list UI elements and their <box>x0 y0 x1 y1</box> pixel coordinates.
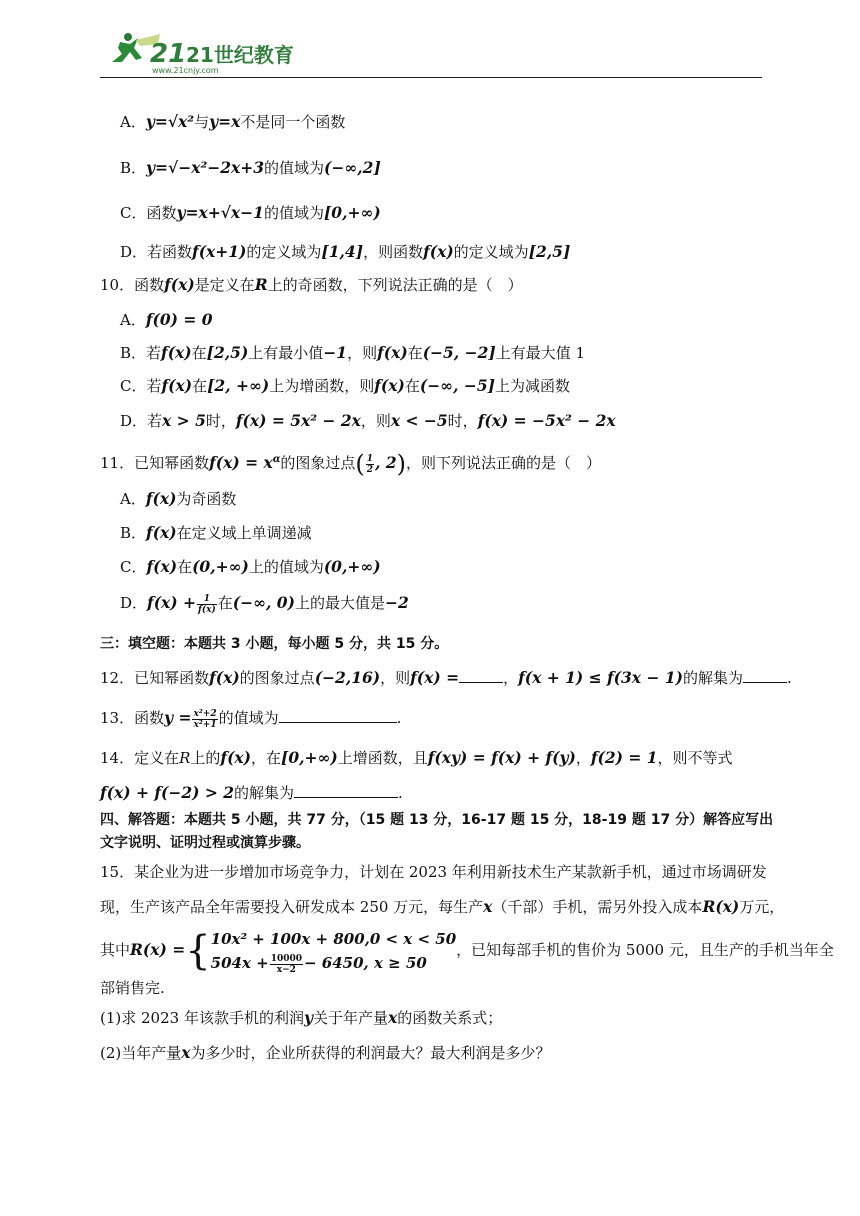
section-answer-title-line-1: 四、解答题：本题共 5 小题，共 77 分，（15 题 13 分，16-17 题 15 分，18-19 题 17 分）解答应写出 <box>100 812 774 828</box>
q15-line-4: 部销售完. <box>100 979 165 997</box>
svg-text:21世纪教育: 21世纪教育 <box>186 43 294 67</box>
q9-option-d: D．若函数f(x+1)的定义域为[1,4]，则函数f(x)的定义域为[2,5] <box>120 242 571 261</box>
q14-line-1: 14．定义在R上的f(x)，在[0,+∞)上增函数，且f(xy) = f(x) + f(y)，f(2) = 1，则不等式 <box>100 748 733 767</box>
header-rule <box>100 77 762 78</box>
q12-blank-1[interactable] <box>459 668 503 683</box>
q15-line-1: 15．某企业为进一步增加市场竞争力，计划在 2023 年利用新技术生产某款新手机，通过市场调研发 <box>100 863 767 881</box>
q13-blank[interactable] <box>279 708 397 723</box>
section-fill-in-title: 三：填空题：本题共 3 小题，每小题 5 分，共 15 分。 <box>100 636 449 652</box>
q14-line-2: f(x) + f(−2) > 2的解集为 . <box>100 783 403 802</box>
q15-part-2: (2)当年产量x为多少时，企业所获得的利润最大？最大利润是多少？ <box>100 1043 551 1062</box>
q9-option-c: C．函数y=x+√x−1的值域为[0,+∞) <box>120 203 381 222</box>
q12: 12．已知幂函数f(x)的图象过点(−2,16)，则f(x) = ，f(x + 1) ≤ f(3x − 1)的解集为 . <box>100 668 792 687</box>
q11-option-a: A．f(x)为奇函数 <box>120 489 237 508</box>
q12-blank-2[interactable] <box>743 668 787 683</box>
q10-option-b: B．若f(x)在[2,5)上有最小值−1，则f(x)在(−5, −2]上有最大值 1 <box>120 343 586 362</box>
q10-option-a: A．f(0) = 0 <box>120 310 213 329</box>
q10-stem: 10．函数f(x)是定义在R上的奇函数，下列说法正确的是（ ） <box>100 275 523 294</box>
q14-blank[interactable] <box>294 783 398 798</box>
q11-option-b: B．f(x)在定义域上单调递减 <box>120 523 312 542</box>
piecewise-cases: 10x² + 100x + 800,0 < x < 50 504x + $\frac{10000}{x-2}$ − 6450, x ≥ 50 <box>210 930 457 975</box>
q11-option-d: D．f(x) + $\frac{1}{f(x)}$ 在(−∞, 0)上的最大值是−2 <box>120 593 409 615</box>
q13: 13．函数y = $\frac{\text{x²+2}}{\text{x²+1}}$ 的值域为 . <box>100 708 402 730</box>
svg-text:www.21cnjy.com: www.21cnjy.com <box>152 66 219 75</box>
svg-text:21: 21 <box>150 39 187 69</box>
q11-stem: 11．已知幂函数$f(x) = x^\alpha$的图象过点( $\frac{1}{2}$ , 2)，则下列说法正确的是（ ） <box>100 450 602 478</box>
q15-line-2: 现，生产该产品全年需要投入研发成本 250 万元，每生产x（千部）手机，需另外投入成本R(x)万元， <box>100 897 785 916</box>
page-header <box>100 28 762 80</box>
q9-option-b: B．y=√−x²−2x+3的值域为(−∞,2] <box>120 158 381 177</box>
logo-21cnjy <box>100 28 300 78</box>
q10-option-d: D．若x > 5时，f(x) = 5x² − 2x，则x < −5时，f(x) = −5x² − 2x <box>120 411 616 430</box>
q9-option-a: A．y=√x²与y=x不是同一个函数 <box>120 112 346 131</box>
q10-option-c: C．若f(x)在[2, +∞)上为增函数，则f(x)在(−∞, −5]上为减函数 <box>120 376 571 395</box>
q15-line-3: 其中R(x) ={ 10x² + 100x + 800,0 < x < 50 504x + $\frac{10000}{x-2}$ − 6450, x ≥ 50 ，已知每部手机的售价为 5000 元，且生产的手机当年全 <box>100 928 834 975</box>
q15-part-1: (1)求 2023 年该款手机的利润y关于年产量x的函数关系式； <box>100 1008 503 1027</box>
q11-option-c: C．f(x)在(0,+∞)上的值域为(0,+∞) <box>120 557 381 576</box>
section-answer-title-line-2: 文字说明、证明过程或演算步骤。 <box>100 835 310 851</box>
